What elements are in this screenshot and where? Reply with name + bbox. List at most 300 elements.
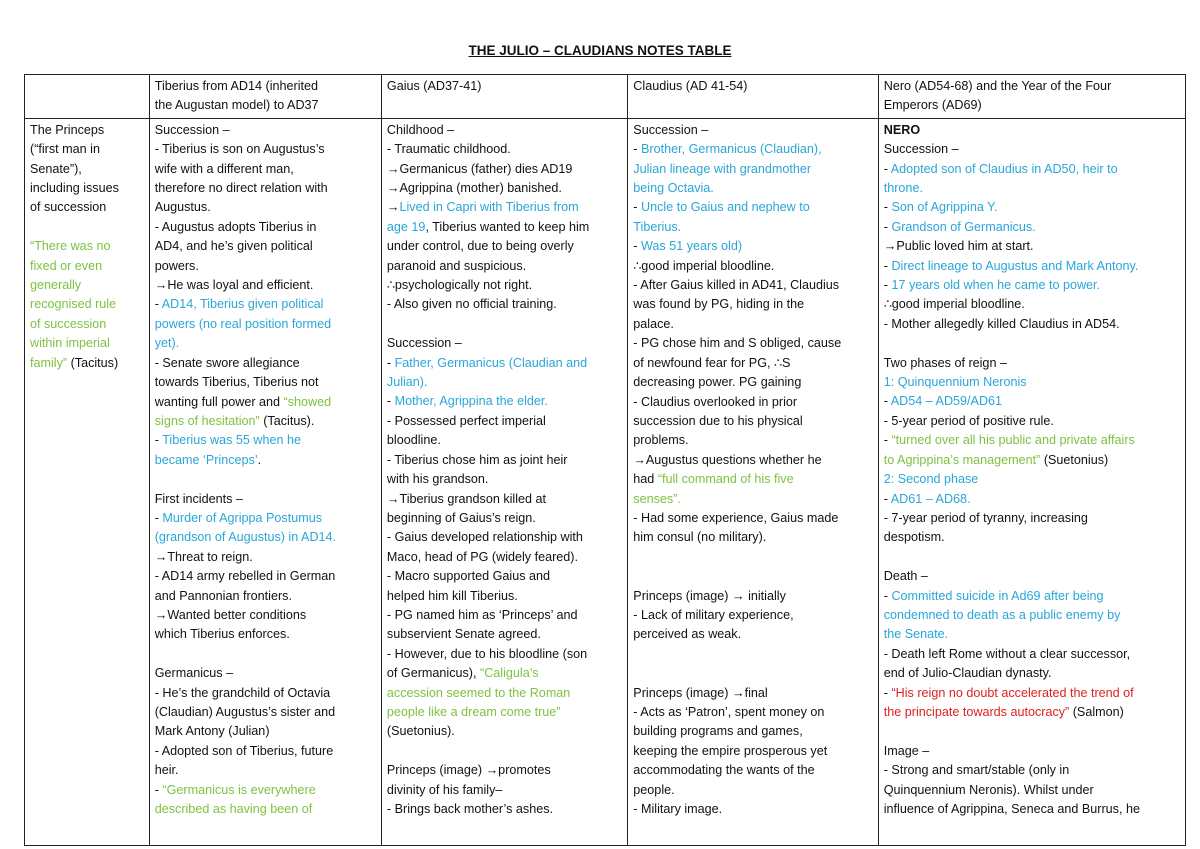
cell-line bbox=[30, 140, 144, 159]
cell-line bbox=[387, 412, 622, 431]
cell-line bbox=[387, 625, 622, 644]
cell-line bbox=[155, 198, 376, 217]
cell-line bbox=[30, 198, 144, 217]
cell-line bbox=[387, 761, 622, 780]
text-run: - Military image. bbox=[633, 801, 723, 816]
text-run: NERO bbox=[883, 122, 921, 137]
cell-line bbox=[155, 373, 376, 392]
cell-line bbox=[884, 761, 1180, 780]
cell-line bbox=[633, 160, 872, 179]
text-run: - Tiberius chose him as joint heir bbox=[386, 452, 568, 467]
cell-line bbox=[387, 276, 622, 295]
text-run: Tiberius. bbox=[633, 219, 682, 234]
cell-line bbox=[884, 77, 1180, 96]
text-run: , Tiberius wanted to keep him bbox=[425, 219, 590, 234]
text-run: within imperial bbox=[30, 336, 110, 351]
cell-line bbox=[387, 334, 622, 353]
text-run: Brother, Germanicus (Claudian), bbox=[641, 142, 822, 157]
cell-line bbox=[884, 451, 1180, 470]
text-run: Direct lineage to Augustus and Mark Antony. bbox=[891, 258, 1139, 273]
text-run: Murder of Agrippa Postumus bbox=[162, 510, 323, 525]
cell-line bbox=[30, 237, 144, 256]
cell-line bbox=[633, 276, 872, 295]
text-run: Was 51 years old) bbox=[641, 239, 743, 254]
text-run: AD14, Tiberius given political bbox=[161, 297, 324, 312]
text-run: heir. bbox=[154, 763, 179, 778]
cell-line bbox=[155, 237, 376, 256]
text-run: - bbox=[883, 161, 891, 176]
notes-table bbox=[24, 74, 1186, 846]
text-run: - Tiberius is son on Augustus’s bbox=[154, 142, 325, 157]
text-run: decreasing power. PG gaining bbox=[633, 375, 802, 390]
text-run: - However, due to his bloodline (son bbox=[386, 646, 588, 661]
text-run: Emperors (AD69) bbox=[883, 98, 982, 113]
cell-line bbox=[884, 587, 1180, 606]
cell-line bbox=[30, 315, 144, 334]
text-run: succession due to his physical bbox=[633, 413, 803, 428]
text-run: “There was no bbox=[30, 239, 111, 254]
cell-line bbox=[633, 334, 872, 353]
text-run: Julian lineage with grandmother bbox=[633, 161, 812, 176]
text-run: - bbox=[633, 200, 641, 215]
cell-line bbox=[30, 160, 144, 179]
cell-line bbox=[155, 470, 376, 489]
cell-line bbox=[387, 742, 622, 761]
cell-line bbox=[884, 645, 1180, 664]
text-run: of Germanicus), bbox=[386, 666, 480, 681]
text-run: “His reign no doubt accelerated the trend of bbox=[891, 685, 1134, 700]
text-run: - Had some experience, Gaius made bbox=[633, 510, 839, 525]
cell-line bbox=[884, 198, 1180, 217]
cell-line bbox=[155, 451, 376, 470]
text-run: - After Gaius killed in AD41, Claudius bbox=[633, 278, 840, 293]
cell-line bbox=[387, 451, 622, 470]
cell-line bbox=[884, 96, 1180, 115]
cell-line bbox=[155, 509, 376, 528]
cell-line bbox=[155, 761, 376, 780]
cell-line bbox=[884, 334, 1180, 353]
text-run: 1: Quinquennium Neronis bbox=[883, 375, 1027, 390]
cell-line bbox=[155, 606, 376, 625]
text-run: had bbox=[633, 472, 658, 487]
text-run: condemned to death as a public enemy by bbox=[883, 607, 1121, 622]
text-run: (Suetonius). bbox=[386, 724, 455, 739]
text-run: Mark Antony (Julian) bbox=[154, 724, 270, 739]
text-run: →Threat to reign. bbox=[154, 549, 253, 564]
text-run: Succession – bbox=[633, 122, 709, 137]
cell-line bbox=[633, 431, 872, 450]
text-run: keeping the empire prosperous yet bbox=[633, 743, 828, 758]
cell-line bbox=[155, 800, 376, 819]
text-run: the principate towards autocracy” bbox=[883, 704, 1070, 719]
text-run: of succession bbox=[30, 316, 107, 331]
text-run: signs of hesitation” bbox=[154, 413, 260, 428]
text-run: helped him kill Tiberius. bbox=[386, 588, 518, 603]
text-run: paranoid and suspicious. bbox=[386, 258, 527, 273]
text-run: influence of Agrippina, Seneca and Burrus, he bbox=[883, 801, 1140, 816]
cell-line bbox=[633, 722, 872, 741]
text-run: Gaius (AD37-41) bbox=[386, 79, 482, 93]
text-run: Uncle to Gaius and nephew to bbox=[641, 200, 810, 215]
cell-line bbox=[884, 703, 1180, 722]
cell-line bbox=[387, 567, 622, 586]
cell-line bbox=[387, 800, 622, 819]
cell-line bbox=[30, 334, 144, 353]
cell-line bbox=[30, 179, 144, 198]
cell-line bbox=[387, 645, 622, 664]
text-run: Tiberius was 55 when he bbox=[162, 433, 302, 448]
text-run: him consul (no military). bbox=[633, 530, 767, 545]
cell-line bbox=[387, 470, 622, 489]
text-run: Image – bbox=[883, 743, 930, 758]
text-run: people. bbox=[633, 782, 675, 797]
body-cell-gaius bbox=[381, 118, 627, 845]
text-run: Princeps (image) →promotes bbox=[386, 763, 551, 778]
text-run: accession seemed to the Roman bbox=[386, 685, 571, 700]
text-run: - PG named him as ‘Princeps’ and bbox=[386, 607, 578, 622]
header-cell-gaius bbox=[381, 75, 627, 119]
cell-line bbox=[633, 315, 872, 334]
text-run: ∴good imperial bloodline. bbox=[883, 297, 1025, 312]
text-run: - Traumatic childhood. bbox=[386, 142, 511, 157]
text-run: 2: Second phase bbox=[883, 472, 979, 487]
text-run: was found by PG, hiding in the bbox=[633, 297, 805, 312]
cell-line bbox=[155, 121, 376, 140]
text-run: - 7-year period of tyranny, increasing bbox=[883, 510, 1088, 525]
text-run: powers (no real position formed bbox=[154, 316, 332, 331]
text-run: “Germanicus is everywhere bbox=[162, 782, 316, 797]
text-run: (grandson of Augustus) in AD14. bbox=[154, 530, 337, 545]
text-run: palace. bbox=[633, 316, 674, 331]
cell-line bbox=[884, 567, 1180, 586]
cell-line bbox=[155, 645, 376, 664]
text-run: - bbox=[154, 297, 162, 312]
text-run: Committed suicide in Ad69 after being bbox=[891, 588, 1104, 603]
text-run: recognised rule bbox=[30, 297, 117, 312]
header-cell-topic bbox=[25, 75, 150, 119]
text-run: Germanicus – bbox=[154, 666, 234, 681]
cell-line bbox=[30, 276, 144, 295]
text-run: - bbox=[883, 278, 892, 293]
text-run: Senate”), bbox=[30, 161, 82, 176]
text-run: described as having been of bbox=[154, 802, 313, 816]
cell-line bbox=[633, 703, 872, 722]
cell-line bbox=[884, 742, 1180, 761]
cell-line bbox=[633, 412, 872, 431]
body-row bbox=[25, 118, 1186, 845]
cell-line bbox=[155, 96, 376, 115]
text-run: divinity of his family– bbox=[386, 782, 503, 797]
text-run: - PG chose him and S obliged, cause bbox=[633, 336, 842, 351]
text-run: . bbox=[257, 452, 262, 467]
cell-line bbox=[387, 587, 622, 606]
cell-line bbox=[633, 393, 872, 412]
text-run: ∴good imperial bloodline. bbox=[633, 258, 775, 273]
text-run: - Also given no official training. bbox=[386, 297, 557, 312]
text-run: Princeps (image) →final bbox=[633, 685, 768, 700]
text-run: - He’s the grandchild of Octavia bbox=[154, 685, 331, 700]
cell-line bbox=[30, 295, 144, 314]
cell-line bbox=[633, 295, 872, 314]
cell-line bbox=[884, 373, 1180, 392]
text-run: →Agrippina (mother) banished. bbox=[386, 181, 562, 196]
cell-line bbox=[155, 160, 376, 179]
text-run: - bbox=[883, 200, 892, 215]
document-title-text: THE JULIO – CLAUDIANS NOTES TABLE bbox=[468, 43, 732, 58]
cell-line bbox=[387, 218, 622, 237]
cell-line bbox=[884, 684, 1180, 703]
text-run: - Brings back mother’s ashes. bbox=[386, 802, 554, 816]
body-cell-tiberius bbox=[149, 118, 381, 845]
text-run: Adopted son of Claudius in AD50, heir to bbox=[890, 161, 1118, 176]
text-run: yet). bbox=[154, 336, 180, 351]
cell-line bbox=[387, 509, 622, 528]
document-title bbox=[0, 43, 1200, 58]
cell-line bbox=[884, 218, 1180, 237]
text-run: Death – bbox=[883, 569, 928, 584]
text-run: 17 years old when he came to power. bbox=[891, 278, 1101, 293]
cell-line bbox=[633, 606, 872, 625]
text-run: under control, due to being overly bbox=[386, 239, 574, 254]
text-run: Tiberius from AD14 (inherited bbox=[154, 79, 319, 93]
cell-line bbox=[155, 431, 376, 450]
header-cell-nero bbox=[878, 75, 1185, 119]
cell-line bbox=[155, 742, 376, 761]
text-run: - bbox=[883, 433, 892, 448]
cell-line bbox=[387, 528, 622, 547]
text-run: the Senate. bbox=[883, 627, 949, 642]
text-run: throne. bbox=[883, 181, 923, 196]
text-run: perceived as weak. bbox=[633, 627, 742, 642]
cell-line bbox=[633, 354, 872, 373]
cell-line bbox=[633, 218, 872, 237]
text-run: - bbox=[633, 239, 641, 254]
cell-line bbox=[884, 490, 1180, 509]
text-run: - bbox=[154, 782, 163, 797]
cell-line bbox=[884, 354, 1180, 373]
cell-line bbox=[387, 160, 622, 179]
text-run: Lived in Capri with Tiberius from bbox=[399, 200, 579, 215]
cell-line bbox=[884, 121, 1180, 140]
cell-line bbox=[884, 295, 1180, 314]
text-run: “full command of his five bbox=[657, 472, 794, 487]
header-row bbox=[25, 75, 1186, 119]
cell-line bbox=[633, 781, 872, 800]
text-run: - Adopted son of Tiberius, future bbox=[154, 743, 334, 758]
text-run: Julian). bbox=[386, 375, 428, 390]
cell-line bbox=[387, 548, 622, 567]
text-run: senses”. bbox=[633, 491, 681, 506]
text-run: bloodline. bbox=[386, 433, 441, 448]
cell-line bbox=[884, 722, 1180, 741]
text-run: being Octavia. bbox=[633, 181, 714, 196]
cell-line bbox=[155, 257, 376, 276]
text-run: - bbox=[386, 355, 395, 370]
cell-line bbox=[633, 528, 872, 547]
cell-line bbox=[30, 257, 144, 276]
text-run: “showed bbox=[283, 394, 332, 409]
text-run: powers. bbox=[154, 258, 199, 273]
cell-line bbox=[155, 334, 376, 353]
text-run: - Mother allegedly killed Claudius in AD54. bbox=[883, 316, 1120, 331]
cell-line bbox=[155, 393, 376, 412]
text-run: Succession – bbox=[154, 122, 230, 137]
text-run: became ‘Princeps’ bbox=[154, 452, 258, 467]
text-run: - bbox=[154, 433, 163, 448]
cell-line bbox=[155, 664, 376, 683]
text-run: age 19 bbox=[386, 219, 426, 234]
cell-line bbox=[633, 490, 872, 509]
text-run: First incidents – bbox=[154, 491, 243, 506]
text-run: (Claudian) Augustus’s sister and bbox=[154, 704, 336, 719]
text-run: Two phases of reign – bbox=[883, 355, 1007, 370]
text-run: →Augustus questions whether he bbox=[633, 452, 822, 467]
text-run: - bbox=[154, 510, 163, 525]
text-run: Childhood – bbox=[386, 122, 455, 137]
cell-line bbox=[633, 373, 872, 392]
text-run: “turned over all his public and private affairs bbox=[891, 433, 1135, 448]
text-run: - bbox=[883, 258, 892, 273]
text-run: Princeps (image) → initially bbox=[633, 588, 786, 603]
text-run: ∴psychologically not right. bbox=[386, 278, 533, 293]
text-run: subservient Senate agreed. bbox=[386, 627, 541, 642]
text-run: Maco, head of PG (widely feared). bbox=[386, 549, 579, 564]
text-run: fixed or even bbox=[30, 258, 103, 273]
cell-line bbox=[633, 625, 872, 644]
text-run: “Caligula’s bbox=[480, 666, 539, 681]
cell-line bbox=[387, 373, 622, 392]
cell-line bbox=[633, 451, 872, 470]
text-run: with his grandson. bbox=[386, 472, 489, 487]
cell-line bbox=[633, 684, 872, 703]
cell-line bbox=[155, 412, 376, 431]
text-run: - bbox=[883, 491, 891, 506]
text-run: - Senate swore allegiance bbox=[154, 355, 300, 370]
cell-line bbox=[387, 722, 622, 741]
cell-line bbox=[155, 490, 376, 509]
cell-line bbox=[30, 354, 144, 373]
text-run: - bbox=[883, 219, 892, 234]
cell-line bbox=[884, 528, 1180, 547]
text-run: building programs and games, bbox=[633, 724, 803, 739]
cell-line bbox=[884, 800, 1180, 819]
cell-line bbox=[884, 140, 1180, 159]
text-run: accommodating the wants of the bbox=[633, 763, 815, 778]
cell-line bbox=[387, 606, 622, 625]
cell-line bbox=[387, 140, 622, 159]
cell-line bbox=[633, 140, 872, 159]
header-cell-tiberius bbox=[149, 75, 381, 119]
text-run: problems. bbox=[633, 433, 689, 448]
text-run: The Princeps bbox=[30, 122, 105, 137]
text-run: - AD14 army rebelled in German bbox=[154, 569, 336, 584]
text-run: and Pannonian frontiers. bbox=[154, 588, 292, 603]
text-run: wife with a different man, bbox=[154, 161, 294, 176]
body-cell-nero bbox=[878, 118, 1185, 845]
text-run: - Lack of military experience, bbox=[633, 607, 794, 622]
cell-line bbox=[633, 198, 872, 217]
text-run: the Augustan model) to AD37 bbox=[154, 98, 319, 113]
text-run: - Acts as ‘Patron’, spent money on bbox=[633, 704, 825, 719]
cell-line bbox=[633, 567, 872, 586]
cell-line bbox=[633, 121, 872, 140]
text-run: →Tiberius grandson killed at bbox=[386, 491, 547, 506]
cell-line bbox=[387, 315, 622, 334]
cell-line bbox=[387, 781, 622, 800]
cell-line bbox=[884, 315, 1180, 334]
text-run: therefore no direct relation with bbox=[154, 181, 328, 196]
text-run: Son of Agrippina Y. bbox=[891, 200, 998, 215]
text-run: of newfound fear for PG, ∴S bbox=[633, 355, 791, 370]
cell-line bbox=[155, 276, 376, 295]
cell-line bbox=[387, 295, 622, 314]
text-run: →Wanted better conditions bbox=[154, 607, 307, 622]
text-run: - Strong and smart/stable (only in bbox=[883, 763, 1070, 778]
cell-line bbox=[155, 77, 376, 96]
text-run: Succession – bbox=[386, 336, 462, 351]
text-run: - bbox=[883, 394, 891, 409]
cell-line bbox=[633, 587, 872, 606]
text-run: Succession – bbox=[883, 142, 959, 157]
text-run: AD61 – AD68. bbox=[890, 491, 971, 506]
cell-line bbox=[633, 800, 872, 819]
cell-line bbox=[155, 354, 376, 373]
cell-line bbox=[155, 684, 376, 703]
cell-line bbox=[155, 781, 376, 800]
text-run: →He was loyal and efficient. bbox=[154, 278, 314, 293]
cell-line bbox=[633, 509, 872, 528]
text-run: →Germanicus (father) dies AD19 bbox=[386, 161, 573, 176]
header-cell-claudius bbox=[628, 75, 878, 119]
text-run: Quinquennium Neronis). Whilst under bbox=[883, 782, 1094, 797]
cell-line bbox=[884, 470, 1180, 489]
cell-line bbox=[387, 354, 622, 373]
cell-line bbox=[633, 77, 872, 96]
cell-line bbox=[633, 548, 872, 567]
cell-line bbox=[155, 528, 376, 547]
cell-line bbox=[884, 625, 1180, 644]
text-run: → bbox=[386, 200, 400, 215]
text-run: - Augustus adopts Tiberius in bbox=[154, 219, 317, 234]
cell-line bbox=[633, 179, 872, 198]
cell-line bbox=[155, 315, 376, 334]
cell-line bbox=[155, 625, 376, 644]
cell-line bbox=[633, 742, 872, 761]
cell-line bbox=[387, 684, 622, 703]
text-run: of succession bbox=[30, 200, 107, 215]
text-run: generally bbox=[30, 278, 82, 293]
text-run: end of Julio-Claudian dynasty. bbox=[883, 666, 1052, 681]
text-run: (Salmon) bbox=[1069, 704, 1124, 719]
text-run: - bbox=[386, 394, 395, 409]
cell-line bbox=[387, 237, 622, 256]
text-run: (“first man in bbox=[30, 142, 100, 157]
cell-line bbox=[884, 257, 1180, 276]
text-run: Father, Germanicus (Claudian and bbox=[394, 355, 588, 370]
cell-line bbox=[155, 567, 376, 586]
cell-line bbox=[387, 703, 622, 722]
cell-line bbox=[884, 548, 1180, 567]
body-cell-claudius bbox=[628, 118, 878, 845]
cell-line bbox=[155, 548, 376, 567]
cell-line bbox=[884, 276, 1180, 295]
cell-line bbox=[155, 587, 376, 606]
cell-line bbox=[155, 179, 376, 198]
cell-line bbox=[155, 218, 376, 237]
cell-line bbox=[155, 295, 376, 314]
cell-line bbox=[387, 664, 622, 683]
text-run: family” bbox=[30, 355, 68, 370]
